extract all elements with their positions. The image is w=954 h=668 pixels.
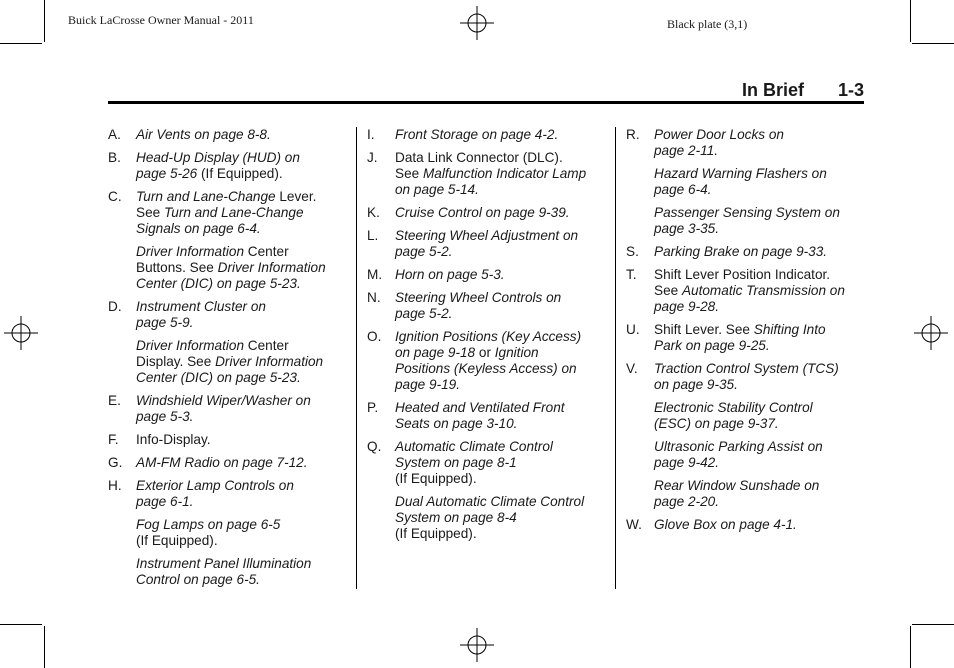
- legend-line: page 5-3.: [136, 409, 194, 424]
- legend-line: Windshield Wiper/Washer on: [136, 393, 311, 408]
- legend-item: [626, 517, 864, 533]
- legend-item: [367, 400, 607, 432]
- legend-line: Head-Up Display (HUD) on: [136, 150, 300, 165]
- legend-item: [367, 267, 607, 283]
- running-header-title: Buick LaCrosse Owner Manual - 2011: [68, 13, 254, 27]
- legend-line: Seats on page 3-10.: [395, 416, 518, 431]
- legend-line: Glove Box on page 4-1.: [654, 517, 797, 532]
- legend-letter: N.: [367, 290, 381, 305]
- legend-letter: P.: [367, 400, 379, 415]
- legend-line: (If Equipped).: [136, 533, 218, 548]
- legend-line: Rear Window Sunshade on: [654, 478, 820, 493]
- crop-mark: [0, 624, 42, 625]
- legend-line: System on page 8-4: [395, 510, 517, 525]
- legend-line: (If Equipped).: [395, 471, 477, 486]
- legend-line: page 9-28.: [654, 299, 720, 314]
- legend-item: [367, 150, 607, 198]
- crop-mark: [44, 626, 45, 668]
- legend-line: Passenger Sensing System on: [654, 205, 840, 220]
- section-name: In Brief: [741, 80, 804, 100]
- legend-item: [626, 127, 864, 237]
- legend-item: [108, 455, 348, 471]
- legend-letter: Q.: [367, 439, 382, 454]
- legend-line: Parking Brake on page 9-33.: [654, 244, 828, 259]
- legend-line: Power Door Locks on: [654, 127, 784, 142]
- legend-column-3: [626, 127, 864, 540]
- legend-line: Control on page 6-5.: [136, 572, 260, 587]
- legend-line: on page 9-18 or Ignition: [395, 345, 539, 360]
- legend-line: See Turn and Lane-Change: [136, 205, 304, 220]
- crop-mark: [0, 43, 42, 44]
- legend-line: Instrument Panel Illumination: [136, 556, 312, 571]
- registration-mark-right: [914, 316, 948, 350]
- legend-line: on page 5-14.: [395, 182, 479, 197]
- legend-subitem: [136, 244, 348, 292]
- legend-line: page 9-19.: [395, 377, 461, 392]
- legend-line: Steering Wheel Adjustment on: [395, 228, 579, 243]
- legend-letter: M.: [367, 267, 383, 282]
- legend-line: (If Equipped).: [395, 526, 477, 541]
- legend-letter: V.: [626, 361, 638, 376]
- legend-item: [108, 150, 348, 182]
- legend-line: Info-Display.: [136, 432, 211, 447]
- legend-subitem: [654, 400, 864, 432]
- title-rule: [108, 101, 864, 104]
- legend-line: Signals on page 6-4.: [136, 221, 261, 236]
- legend-line: Front Storage on page 4-2.: [395, 127, 559, 142]
- legend-letter: B.: [108, 150, 121, 165]
- legend-line: Center (DIC) on page 5-23.: [136, 370, 301, 385]
- legend-item: [108, 478, 348, 588]
- registration-mark-top: [460, 6, 494, 40]
- legend-subitem: [654, 439, 864, 471]
- legend-item: [367, 127, 607, 143]
- legend-line: Air Vents on page 8-8.: [136, 127, 271, 142]
- legend-item: [108, 189, 348, 292]
- legend-letter: A.: [108, 127, 121, 142]
- legend-column-1: [108, 127, 348, 595]
- legend-line: Dual Automatic Climate Control: [395, 494, 585, 509]
- crop-mark: [910, 626, 911, 668]
- crop-mark: [912, 43, 954, 44]
- crop-mark: [44, 0, 45, 42]
- legend-line: Driver Information Center: [136, 244, 289, 259]
- legend-letter: L.: [367, 228, 379, 243]
- legend-line: (ESC) on page 9-37.: [654, 416, 779, 431]
- legend-line: Shift Lever Position Indicator.: [654, 267, 831, 282]
- registration-mark-bottom: [460, 628, 494, 662]
- legend-letter: S.: [626, 244, 639, 259]
- legend-line: Positions (Keyless Access) on: [395, 361, 577, 376]
- legend-line: Traction Control System (TCS): [654, 361, 839, 376]
- legend-line: Ultrasonic Parking Assist on: [654, 439, 823, 454]
- legend-line: Cruise Control on page 9-39.: [395, 205, 570, 220]
- legend-letter: O.: [367, 329, 382, 344]
- legend-line: Horn on page 5-3.: [395, 267, 505, 282]
- legend-subitem: [136, 338, 348, 386]
- legend-line: System on page 8-1: [395, 455, 517, 470]
- legend-line: Display. See Driver Information: [136, 354, 324, 369]
- crop-mark: [910, 0, 911, 42]
- column-divider: [615, 127, 616, 589]
- legend-line: page 5-9.: [136, 315, 194, 330]
- legend-letter: K.: [367, 205, 380, 220]
- legend-line: page 6-1.: [136, 494, 194, 509]
- legend-line: page 5-26 (If Equipped).: [136, 166, 283, 181]
- registration-mark-left: [4, 316, 38, 350]
- legend-item: [108, 432, 348, 448]
- legend-line: Heated and Ventilated Front: [395, 400, 565, 415]
- legend-subitem: [395, 494, 607, 542]
- legend-line: Buttons. See Driver Information: [136, 260, 326, 275]
- legend-line: Center (DIC) on page 5-23.: [136, 276, 301, 291]
- legend-line: Hazard Warning Flashers on: [654, 166, 827, 181]
- legend-subitem: [136, 556, 348, 588]
- legend-letter: T.: [626, 267, 637, 282]
- legend-item: [367, 439, 607, 542]
- page-number: 1-3: [837, 80, 864, 100]
- crop-mark: [912, 624, 954, 625]
- running-header-plate: Black plate (3,1): [667, 17, 748, 31]
- legend-line: Ignition Positions (Key Access): [395, 329, 582, 344]
- legend-letter: U.: [626, 322, 640, 337]
- legend-item: [367, 205, 607, 221]
- legend-item: [108, 393, 348, 425]
- legend-line: See Malfunction Indicator Lamp: [395, 166, 587, 181]
- legend-line: page 5-2.: [395, 244, 453, 259]
- legend-line: Park on page 9-25.: [654, 338, 770, 353]
- legend-line: Data Link Connector (DLC).: [395, 150, 563, 165]
- legend-line: See Automatic Transmission on: [654, 283, 845, 298]
- legend-item: [108, 127, 348, 143]
- legend-line: page 9-42.: [654, 455, 720, 470]
- legend-line: Electronic Stability Control: [654, 400, 813, 415]
- legend-subitem: [654, 205, 864, 237]
- legend-line: Shift Lever. See Shifting Into: [654, 322, 826, 337]
- legend-letter: R.: [626, 127, 640, 142]
- legend-letter: W.: [626, 517, 642, 532]
- legend-line: Exterior Lamp Controls on: [136, 478, 294, 493]
- legend-letter: D.: [108, 299, 122, 314]
- legend-line: page 2-20.: [654, 494, 720, 509]
- legend-line: page 2-11.: [654, 143, 718, 158]
- legend-letter: E.: [108, 393, 121, 408]
- legend-letter: G.: [108, 455, 123, 470]
- legend-column-2: [367, 127, 607, 549]
- legend-item: [108, 299, 348, 386]
- legend-item: [626, 361, 864, 510]
- legend-line: on page 9-35.: [654, 377, 738, 392]
- legend-letter: C.: [108, 189, 122, 204]
- legend-line: Steering Wheel Controls on: [395, 290, 562, 305]
- legend-line: page 5-2.: [395, 306, 453, 321]
- legend-item: [367, 290, 607, 322]
- section-title: [742, 80, 864, 101]
- legend-subitem: [136, 517, 348, 549]
- legend-line: Automatic Climate Control: [395, 439, 553, 454]
- legend-item: [626, 267, 864, 315]
- legend-item: [367, 228, 607, 260]
- legend-letter: H.: [108, 478, 122, 493]
- legend-line: Driver Information Center: [136, 338, 289, 353]
- legend-line: Instrument Cluster on: [136, 299, 266, 314]
- legend-item: [367, 329, 607, 393]
- legend-line: page 3-35.: [654, 221, 720, 236]
- legend-subitem: [654, 166, 864, 198]
- legend-letter: I.: [367, 127, 375, 142]
- legend-subitem: [654, 478, 864, 510]
- legend-letter: J.: [367, 150, 378, 165]
- legend-line: Turn and Lane-Change Lever.: [136, 189, 317, 204]
- legend-item: [626, 322, 864, 354]
- legend-line: page 6-4.: [654, 182, 712, 197]
- legend-line: Fog Lamps on page 6-5: [136, 517, 281, 532]
- legend-item: [626, 244, 864, 260]
- legend-letter: F.: [108, 432, 119, 447]
- legend-line: AM-FM Radio on page 7-12.: [136, 455, 308, 470]
- column-divider: [356, 127, 357, 589]
